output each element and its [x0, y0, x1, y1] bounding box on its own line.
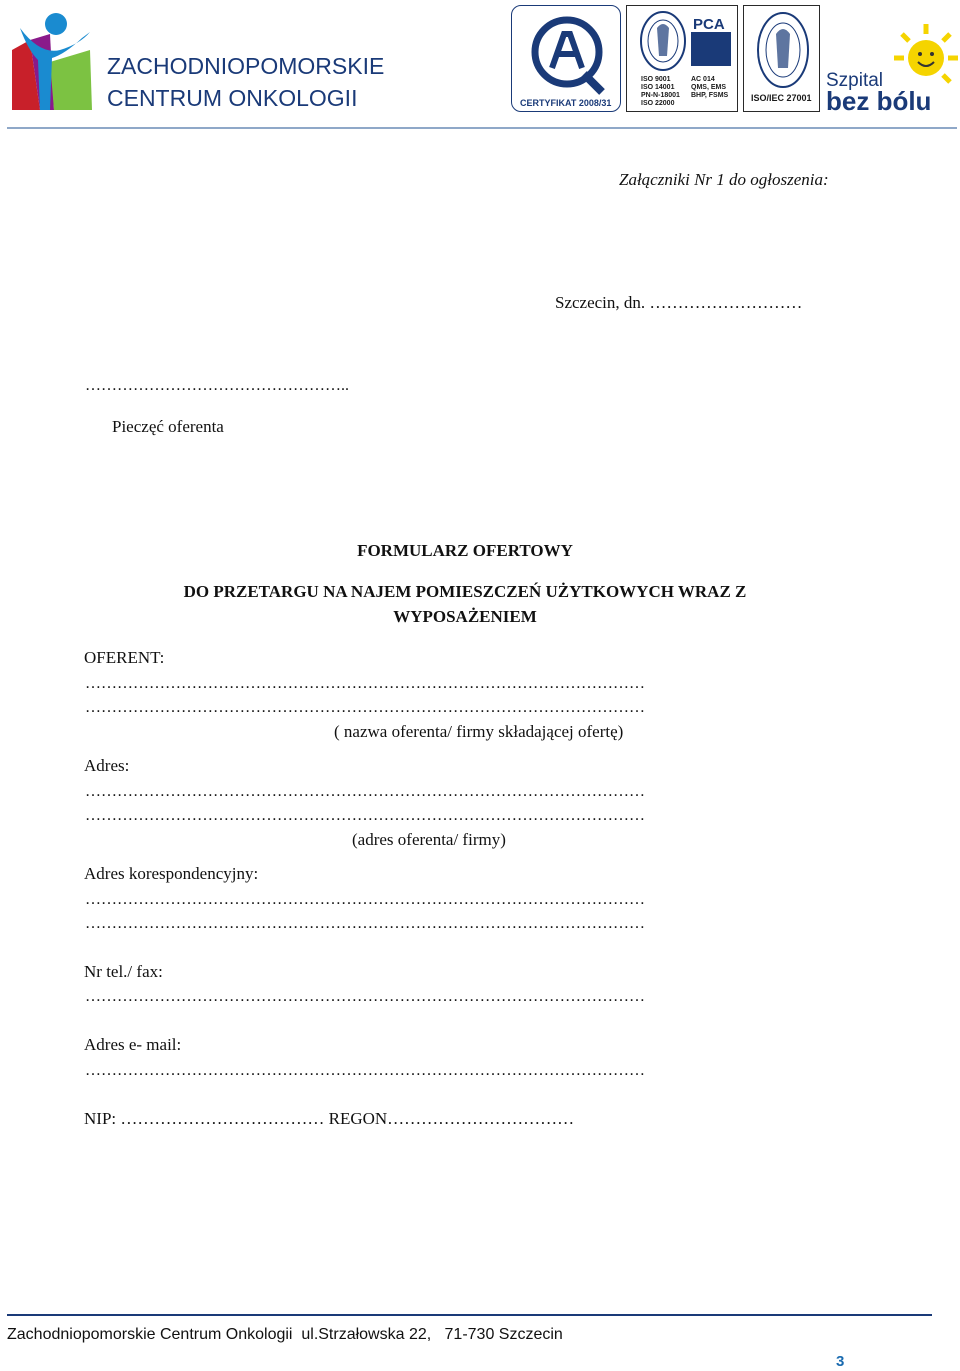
- email-line: ……………………………………………………………………………………………: [85, 1062, 645, 1079]
- footer-divider: [7, 1314, 932, 1316]
- stamp-label: Pieczęć oferenta: [112, 417, 224, 436]
- form-subtitle-line2: WYPOSAŻENIEM: [393, 607, 537, 626]
- iso-iec-27001-certificate: [743, 5, 820, 112]
- nip-regon-fields: NIP: ……………………………… REGON……………………………: [84, 1109, 575, 1128]
- badge-word-szpital: Szpital: [826, 70, 884, 91]
- address-line-2: ……………………………………………………………………………………………: [85, 807, 645, 824]
- quality-certificate-badge: [511, 5, 621, 112]
- pca-accreditation-list: [691, 76, 728, 100]
- place-date-field: Szczecin, dn. ………………………: [555, 293, 803, 312]
- offerer-name-line-2: ……………………………………………………………………………………………: [85, 699, 645, 716]
- footer-address: Zachodniopomorskie Centrum Onkologii ul.Strzałowska 22, 71-730 Szczecin: [7, 1326, 563, 1343]
- correspondence-address-line-2: ……………………………………………………………………………………………: [85, 915, 645, 932]
- page-number: 3: [836, 1353, 845, 1370]
- form-title: FORMULARZ OFERTOWY: [357, 541, 573, 560]
- register-seal-icon: [756, 10, 810, 90]
- correspondence-address-line-1: ……………………………………………………………………………………………: [85, 891, 645, 908]
- pca-line-2: QMS, EMS: [691, 84, 727, 91]
- address-line-1: ……………………………………………………………………………………………: [85, 783, 645, 800]
- offerer-label: OFERENT:: [84, 648, 165, 667]
- svg-text:PCA: PCA: [693, 16, 725, 33]
- phone-fax-line: ……………………………………………………………………………………………: [85, 988, 645, 1005]
- badge-word-bez-bolu: bez bólu: [826, 86, 932, 116]
- organization-name: [107, 50, 384, 114]
- address-caption: (adres oferenta/ firmy): [352, 830, 506, 849]
- sun-icon: [890, 22, 960, 92]
- pain-free-hospital-badge: [826, 22, 960, 114]
- email-label: Adres e- mail:: [84, 1035, 182, 1054]
- offerer-name-line-1: ……………………………………………………………………………………………: [85, 675, 645, 692]
- header-divider: [7, 127, 957, 129]
- quality-certificate-label: CERTYFIKAT 2008/31: [520, 98, 612, 108]
- iso-iec-label: ISO/IEC 27001: [751, 93, 812, 103]
- iso-standards-list: [641, 76, 680, 108]
- quality-q-logo-icon: [524, 12, 610, 96]
- organization-name-line1: ZACHODNIOPOMORSKIE: [107, 53, 385, 79]
- phone-fax-label: Nr tel./ fax:: [84, 962, 163, 981]
- pca-line-3: BHP, FSMS: [691, 92, 729, 99]
- offerer-caption: ( nazwa oferenta/ firmy składającej ofertę): [334, 722, 624, 741]
- stamp-placeholder: …………………………………………..: [85, 377, 349, 394]
- register-seal-icon: [639, 10, 687, 72]
- form-subtitle-line1: DO PRZETARGU NA NAJEM POMIESZCZEŃ UŻYTKOWYCH WRAZ Z: [183, 582, 747, 601]
- attachment-title: Załączniki Nr 1 do ogłoszenia:: [619, 170, 829, 189]
- iso-standard-1: ISO 9001: [641, 76, 671, 83]
- iso-register-certificate: [626, 5, 738, 112]
- organization-name-line2: CENTRUM ONKOLOGII: [107, 85, 358, 111]
- iso-standard-3: PN-N-18001: [641, 92, 680, 99]
- address-label: Adres:: [84, 756, 130, 775]
- pca-line-1: AC 014: [691, 76, 715, 83]
- iso-standard-4: ISO 22000: [641, 100, 675, 107]
- iso-standard-2: ISO 14001: [641, 84, 675, 91]
- correspondence-address-label: Adres korespondencyjny:: [84, 864, 259, 883]
- pca-logo-icon: [689, 12, 733, 68]
- organization-logo: [10, 10, 94, 112]
